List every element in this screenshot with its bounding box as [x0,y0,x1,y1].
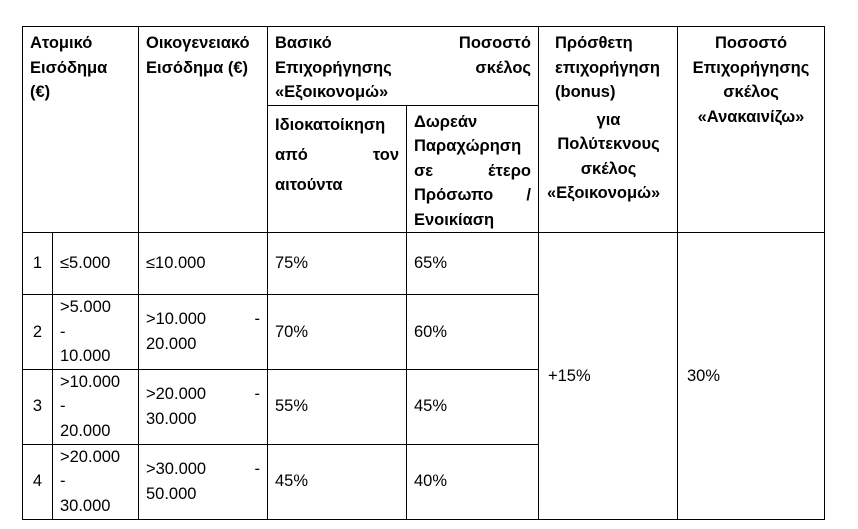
header-family-income: Οικογενειακό Εισόδημα (€) [139,27,268,233]
family-income-cell [139,444,268,519]
family-income-cell [139,295,268,370]
subsidy-table [22,26,825,520]
income-dash: - [60,322,66,341]
basic-subsidy-line: Επιχορήγησης σκέλος [275,58,531,77]
income-to: 30.000 [146,409,197,428]
free-concession-cell: 65% [407,233,539,295]
header-basic-subsidy [268,27,539,106]
header-owner-occupancy: Ιδιοκατοίκηση από τον αιτούντα [268,105,407,233]
header-renovate: Ποσοστό Επιχορήγησης σκέλος «Ανακαινίζω» [678,27,825,233]
income-from: >10.000 [146,310,207,329]
income-dash: - [254,460,260,478]
owner-occupancy-cell: 75% [268,233,407,295]
income-dash: - [60,397,66,416]
individual-income-cell [53,369,139,444]
renovate-value-cell: 30% [678,233,825,520]
income-to: 20.000 [60,421,111,440]
individual-income-cell: ≤5.000 [53,233,139,295]
family-income-cell [139,369,268,444]
income-from: >30.000 [146,460,207,478]
header-bonus [539,27,678,233]
bonus-line: (bonus) [555,83,616,101]
row-number: 4 [23,444,53,519]
individual-income-cell [53,444,139,519]
income-from: >10.000 [60,372,121,391]
basic-subsidy-line: «Εξοικονομώ» [275,83,389,101]
header-individual-income: Ατομικό Εισόδημα (€) [23,27,139,233]
family-income-cell: ≤10.000 [139,233,268,295]
free-concession-cell: 45% [407,369,539,444]
income-from: >5.000 [60,298,111,316]
header-free-concession [407,105,539,233]
free-concession-line: Δωρεάν [414,112,478,131]
owner-occupancy-cell: 55% [268,369,407,444]
bonus-line: σκέλος [580,159,637,178]
free-concession-line: Πρόσωπο / [414,186,531,204]
bonus-line: επιχορήγηση [555,58,660,77]
bonus-line: «Εξοικονομώ» [547,184,661,202]
income-dash: - [254,385,260,403]
free-concession-line: Ενοικίαση [414,210,495,229]
income-to: 30.000 [60,496,111,515]
bonus-line: για [596,110,621,129]
bonus-line: Πολύτεκνους [557,135,660,153]
bonus-line: Πρόσθετη [555,34,633,52]
income-dash: - [254,310,260,329]
row-number: 3 [23,369,53,444]
free-concession-cell: 60% [407,295,539,370]
free-concession-line: Παραχώρηση [414,137,522,155]
bonus-value-cell: +15% [539,233,678,520]
income-from: >20.000 [60,447,121,466]
owner-occupancy-cell: 70% [268,295,407,370]
row-number: 1 [23,233,53,295]
basic-subsidy-line: Βασικό Ποσοστό [275,34,531,52]
row-number: 2 [23,295,53,370]
income-to: 10.000 [60,347,111,365]
individual-income-cell [53,295,139,370]
income-to: 50.000 [146,484,197,503]
free-concession-line: σε έτερο [414,161,531,180]
income-from: >20.000 [146,385,207,403]
free-concession-cell: 40% [407,444,539,519]
income-dash: - [60,472,66,491]
owner-occupancy-cell: 45% [268,444,407,519]
income-to: 20.000 [146,334,197,353]
